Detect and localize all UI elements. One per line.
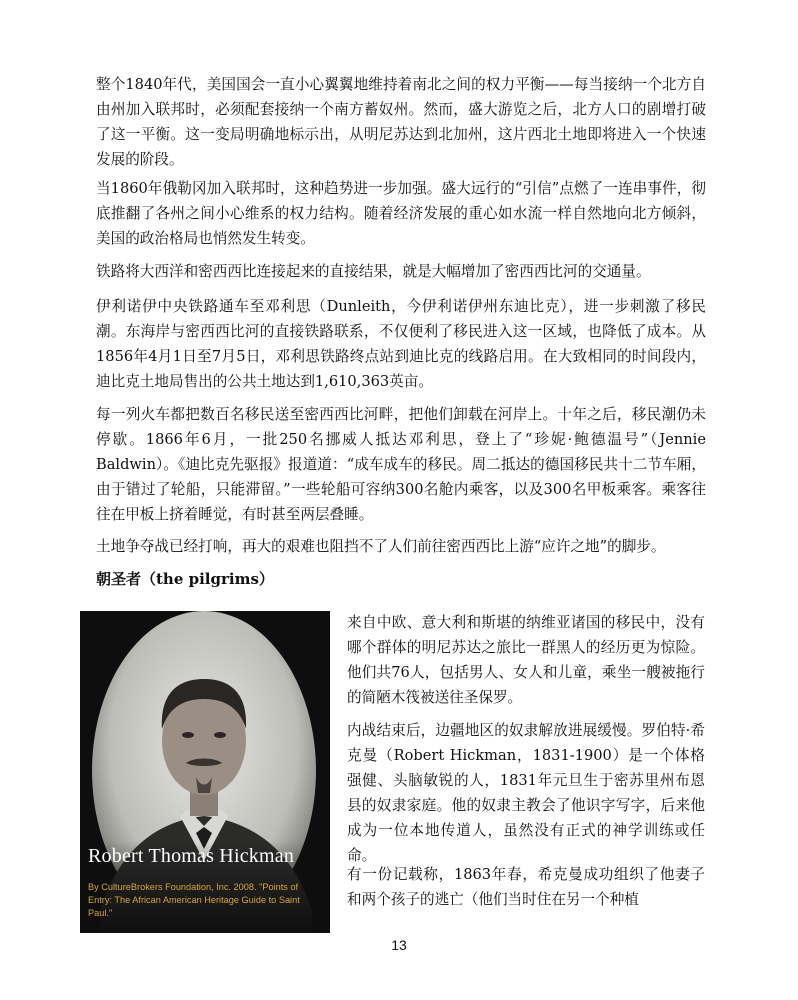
paragraph-1: 整个1840年代，美国国会一直小心翼翼地维持着南北之间的权力平衡——每当接纳一个北方自由州加入联邦时，必须配套接纳一个南方蓄奴州。然而，盛大游览之后，北方人口的剧增打破了这一平衡。这一变局明确地标示出，从明尼苏达到北加州，这片西北土地即将进入一个快速发展的阶段。	[96, 76, 706, 168]
paragraph-6: 土地争夺战已经打响，再大的艰难也阻挡不了人们前往密西西比上游“应许之地”的脚步。	[96, 538, 666, 555]
paragraph-2: 当1860年俄勒冈加入联邦时，这种趋势进一步加强。盛大远行的“引信”点燃了一连串事件，彻底推翻了各州之间小心维系的权力结构。随着经济发展的重心如水流一样自然地向北方倾斜，美国的政治格局也悄然发生转变。	[96, 180, 706, 247]
portrait-photo	[80, 611, 330, 933]
photo-caption-credit: By CultureBrokers Foundation, Inc. 2008. "Points of Entry: The African American Heritage Guide to Saint Paul."	[88, 882, 300, 918]
paragraph-4: 伊利诺伊中央铁路通车至邓利思（Dunleith，今伊利诺伊州东迪比克），进一步刺激了移民潮。东海岸与密西西比河的直接铁路联系，不仅便利了移民进入这一区域，也降低了成本。从1856年4月1日至7月5日，邓利思铁路终点站到迪比克的线路启用。在大致相同的时间段内，迪比克土地局售出的公共土地达到1,610,363英亩。	[96, 298, 706, 390]
side-paragraph-1: 来自中欧、意大利和斯堪的纳维亚诸国的移民中，没有哪个群体的明尼苏达之旅比一群黑人的经历更为惊险。他们共76人，包括男人、女人和儿童，乘坐一艘被拖行的简陋木筏被送往圣保罗。	[347, 614, 705, 706]
paragraph-5: 每一列火车都把数百名移民送至密西西比河畔，把他们卸载在河岸上。十年之后，移民潮仍未停歇。1866年6月，一批250名挪威人抵达邓利思，登上了“珍妮·鲍德温号”（Jennie Baldwin）。《迪比克先驱报》报道道：“成车成车的移民。周二抵达的德国移民共十二节车厢，由于错过了轮船，只能滞留。”一些轮船可容纳300名舱内乘客，以及300名甲板乘客。乘客往往在甲板上挤着睡觉，有时甚至两层叠睡。	[96, 406, 706, 523]
paragraph-3: 铁路将大西洋和密西西比连接起来的直接结果，就是大幅增加了密西西比河的交通量。	[96, 263, 651, 280]
side-paragraph-2: 内战结束后，边疆地区的奴隶解放进展缓慢。罗伯特·希克曼（Robert Hickman，1831-1900）是一个体格强健、头脑敏锐的人，1831年元旦生于密苏里州布恩县的奴隶家庭。他的奴隶主教会了他识字写字，后来他成为一位本地传道人，虽然没有正式的神学训练或任命。	[347, 722, 705, 864]
page-number: 13	[391, 937, 407, 953]
section-heading: 朝圣者（the pilgrims）	[96, 570, 274, 588]
side-paragraph-3: 有一份记载称，1863年春，希克曼成功组织了他妻子和两个孩子的逃亡（他们当时住在另一个种植	[347, 866, 705, 908]
photo-caption-name: Robert Thomas Hickman	[88, 845, 295, 867]
